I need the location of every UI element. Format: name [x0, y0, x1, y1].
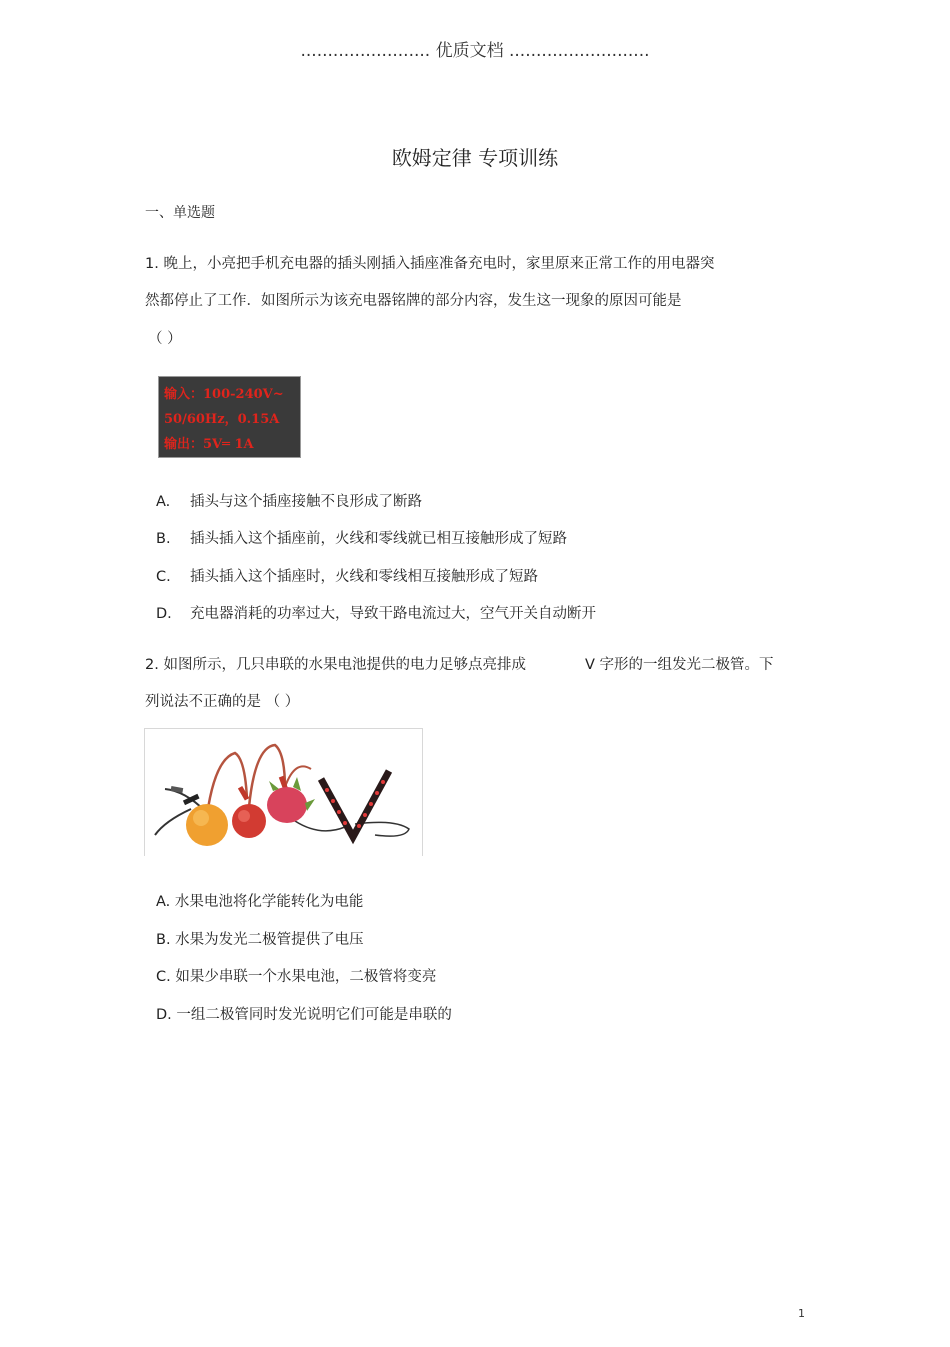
nameplate-frequency-line: 50/60Hz，0.15A: [164, 412, 280, 427]
option-letter: C.: [156, 569, 171, 585]
document-title: 欧姆定律 专项训练: [391, 146, 559, 170]
charger-nameplate-image: [158, 376, 301, 458]
q2-line-2: 列说法不正确的是 （ ）: [145, 694, 300, 710]
nameplate-output-line: 输出：5V═ 1A: [164, 437, 254, 452]
nameplate-input-line: 输入：100-240V~: [164, 387, 284, 402]
option-text: 插头与这个插座接触不良形成了断路: [190, 494, 422, 510]
page-header: ........................ 优质文档 ..........................: [300, 41, 650, 61]
q2-line-1b: V 字形的一组发光二极管。下: [585, 657, 774, 673]
fruit-battery-illustration: [145, 729, 424, 857]
option-text: 插头插入这个插座时，火线和零线相互接触形成了短路: [190, 569, 538, 585]
q1-option-b[interactable]: [156, 527, 567, 548]
option-text: 充电器消耗的功率过大，导致干路电流过大，空气开关自动断开: [190, 606, 596, 622]
section-heading: 一、单选题: [145, 205, 215, 221]
q1-answer-blank: （ ）: [148, 331, 182, 347]
q1-option-d[interactable]: [156, 602, 596, 623]
option-text: 插头插入这个插座前，火线和零线就已相互接触形成了短路: [190, 531, 567, 547]
q2-option-d[interactable]: D. 一组二极管同时发光说明它们可能是串联的: [156, 1007, 452, 1023]
q2-line-1a: 2. 如图所示，几只串联的水果电池提供的电力足够点亮排成: [145, 657, 526, 673]
q1-option-c[interactable]: [156, 565, 538, 586]
q1-line-2: 然都停止了工作．如图所示为该充电器铭牌的部分内容，发生这一现象的原因可能是: [145, 293, 682, 309]
q2-option-a[interactable]: A. 水果电池将化学能转化为电能: [156, 894, 364, 910]
fruit-battery-image: [144, 728, 423, 856]
q2-option-b[interactable]: B. 水果为发光二极管提供了电压: [156, 932, 364, 948]
q1-option-a[interactable]: [156, 490, 422, 511]
page-number: 1: [798, 1307, 805, 1320]
q1-line-1: 1. 晚上，小亮把手机充电器的插头刚插入插座准备充电时，家里原来正常工作的用电器突: [145, 256, 715, 272]
option-letter: D.: [156, 606, 172, 622]
q2-option-c[interactable]: C. 如果少串联一个水果电池，二极管将变亮: [156, 969, 437, 985]
option-letter: A.: [156, 494, 171, 510]
option-letter: B.: [156, 531, 171, 547]
